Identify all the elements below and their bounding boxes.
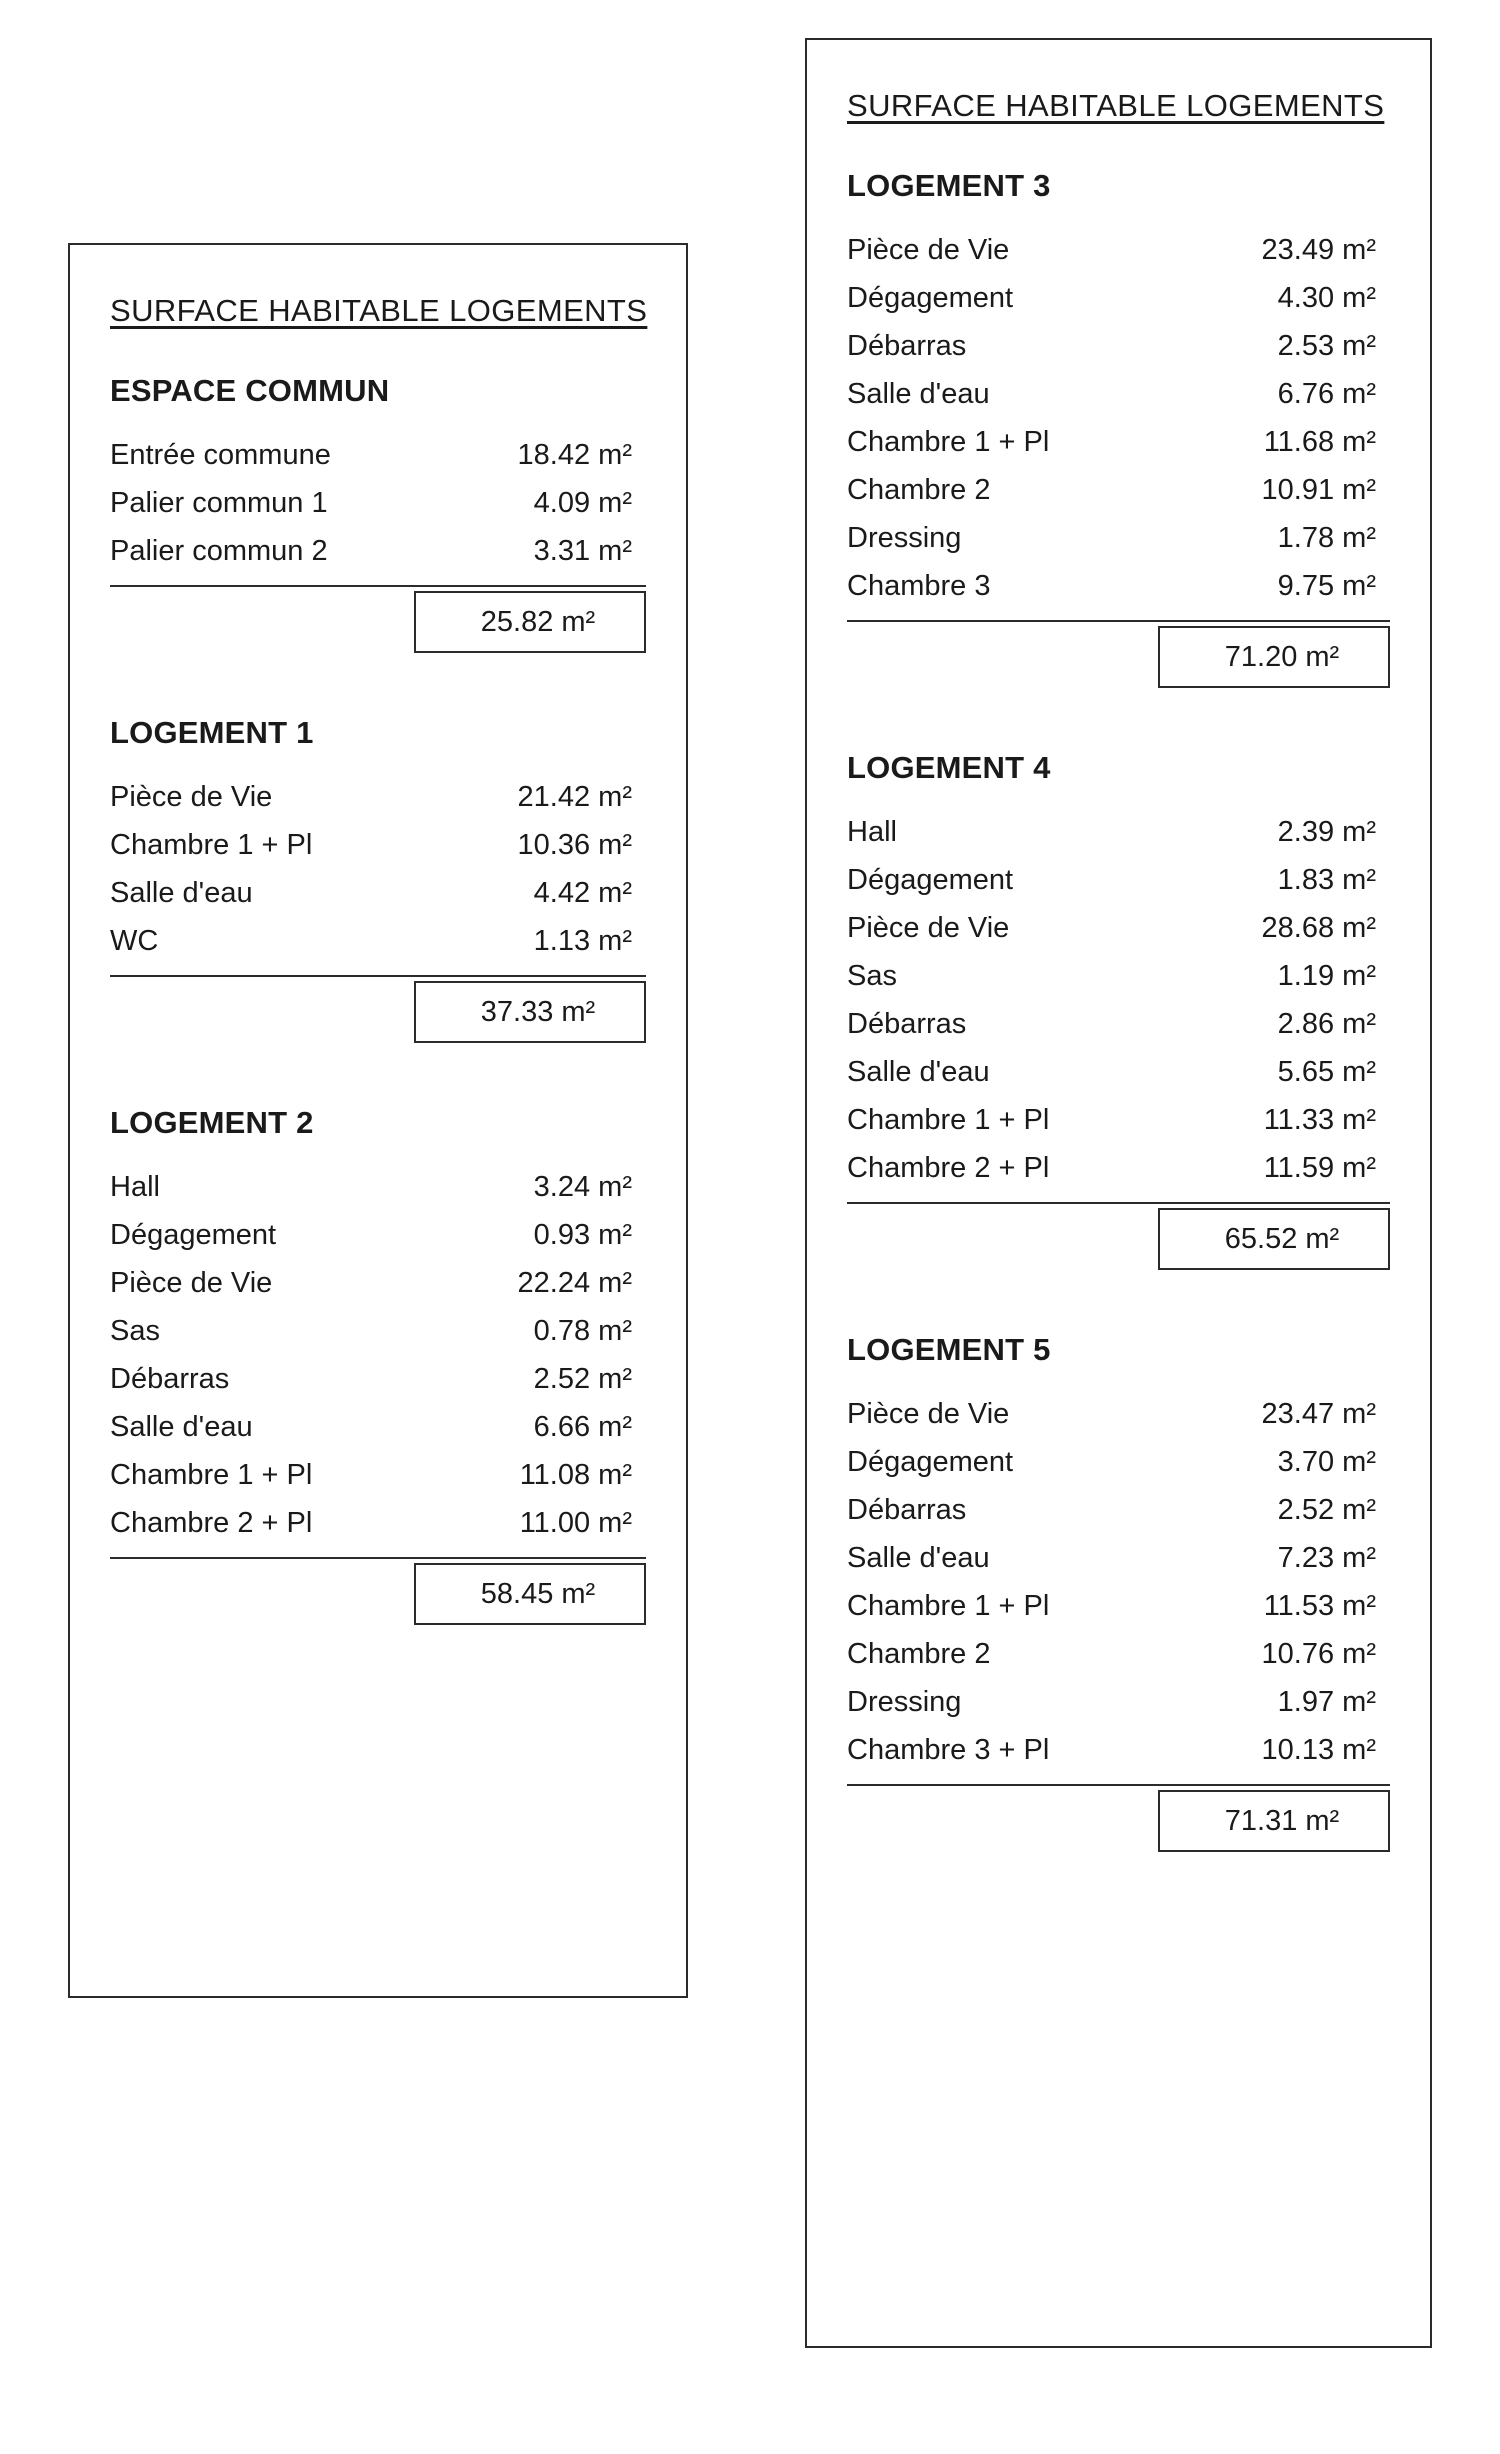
surface-rows <box>110 781 646 973</box>
room-area: 11.33 m² <box>1263 1104 1376 1136</box>
room-label: Pièce de Vie <box>847 912 1010 944</box>
room-label: Entrée commune <box>110 439 331 471</box>
table-row <box>847 1104 1390 1152</box>
section-logement-4 <box>847 750 1390 1270</box>
table-row <box>110 439 646 487</box>
table-row <box>847 378 1390 426</box>
table-row <box>847 1056 1390 1104</box>
section-total <box>110 585 646 653</box>
total-box <box>1158 1790 1390 1852</box>
room-label: Sas <box>847 960 897 992</box>
room-label: Chambre 1 + Pl <box>847 1590 1050 1622</box>
total-area: 58.45 m² <box>480 1577 596 1610</box>
section-total <box>847 1784 1390 1852</box>
room-area: 5.65 m² <box>1277 1056 1376 1088</box>
table-row <box>847 522 1390 570</box>
room-area: 7.23 m² <box>1277 1542 1376 1574</box>
section-logement-2 <box>110 1105 646 1625</box>
table-row <box>110 829 646 877</box>
room-label: Dégagement <box>847 282 1014 314</box>
room-area: 11.08 m² <box>519 1459 632 1491</box>
total-divider <box>847 1202 1390 1204</box>
section-heading: ESPACE COMMUN <box>110 373 390 408</box>
total-area: 25.82 m² <box>480 605 596 638</box>
section-heading: LOGEMENT 2 <box>110 1105 314 1140</box>
room-area: 23.47 m² <box>1261 1398 1376 1430</box>
table-row <box>847 864 1390 912</box>
surface-rows <box>847 234 1390 618</box>
room-area: 1.97 m² <box>1277 1686 1376 1718</box>
room-area: 2.52 m² <box>533 1363 632 1395</box>
room-label: Salle d'eau <box>847 1542 990 1574</box>
room-label: Palier commun 2 <box>110 535 328 567</box>
room-label: Chambre 2 + Pl <box>110 1507 313 1539</box>
room-area: 1.13 m² <box>533 925 632 957</box>
section-espace-commun <box>110 373 646 653</box>
room-label: Chambre 1 + Pl <box>847 426 1050 458</box>
room-label: Chambre 1 + Pl <box>110 829 313 861</box>
room-area: 3.70 m² <box>1277 1446 1376 1478</box>
section-total <box>847 1202 1390 1270</box>
room-area: 4.30 m² <box>1277 282 1376 314</box>
room-area: 3.24 m² <box>533 1171 632 1203</box>
section-logement-1 <box>110 715 646 1043</box>
room-label: Salle d'eau <box>847 1056 990 1088</box>
room-area: 23.49 m² <box>1261 234 1376 266</box>
total-box <box>1158 626 1390 688</box>
total-box <box>414 591 646 653</box>
table-row <box>847 1446 1390 1494</box>
room-area: 10.91 m² <box>1261 474 1376 506</box>
room-label: Dégagement <box>110 1219 277 1251</box>
table-row <box>847 570 1390 618</box>
table-row <box>847 1590 1390 1638</box>
room-label: Dressing <box>847 1686 962 1718</box>
total-box <box>1158 1208 1390 1270</box>
table-row <box>110 1267 646 1315</box>
section-heading: LOGEMENT 5 <box>847 1332 1051 1367</box>
room-area: 2.39 m² <box>1277 816 1376 848</box>
table-row <box>847 1494 1390 1542</box>
room-area: 4.09 m² <box>533 487 632 519</box>
room-label: Pièce de Vie <box>110 781 273 813</box>
room-label: Hall <box>110 1171 160 1203</box>
room-area: 4.42 m² <box>533 877 632 909</box>
room-area: 0.93 m² <box>533 1219 632 1251</box>
table-row <box>847 234 1390 282</box>
table-row <box>110 535 646 583</box>
section-heading: LOGEMENT 4 <box>847 750 1051 785</box>
table-row <box>847 1398 1390 1446</box>
table-row <box>847 282 1390 330</box>
total-area: 71.20 m² <box>1224 640 1340 673</box>
table-row <box>110 1171 646 1219</box>
room-label: Pièce de Vie <box>110 1267 273 1299</box>
room-label: Salle d'eau <box>110 877 253 909</box>
total-divider <box>110 585 646 587</box>
room-label: Chambre 2 + Pl <box>847 1152 1050 1184</box>
total-area: 65.52 m² <box>1224 1222 1340 1255</box>
room-area: 2.86 m² <box>1277 1008 1376 1040</box>
table-row <box>110 487 646 535</box>
table-row <box>847 330 1390 378</box>
room-area: 10.36 m² <box>517 829 632 861</box>
table-row <box>847 1638 1390 1686</box>
total-divider <box>847 1784 1390 1786</box>
room-label: Chambre 1 + Pl <box>110 1459 313 1491</box>
room-label: Sas <box>110 1315 160 1347</box>
room-label: Chambre 1 + Pl <box>847 1104 1050 1136</box>
room-area: 2.53 m² <box>1277 330 1376 362</box>
total-divider <box>847 620 1390 622</box>
total-area: 71.31 m² <box>1224 1804 1340 1837</box>
room-area: 2.52 m² <box>1277 1494 1376 1526</box>
surface-table-panel-left <box>68 243 688 1998</box>
room-label: Débarras <box>847 330 967 362</box>
total-area: 37.33 m² <box>480 995 596 1028</box>
table-row <box>110 925 646 973</box>
room-area: 1.78 m² <box>1277 522 1376 554</box>
room-label: Chambre 3 + Pl <box>847 1734 1050 1766</box>
room-area: 10.76 m² <box>1261 1638 1376 1670</box>
section-total <box>110 1557 646 1625</box>
table-row <box>110 877 646 925</box>
table-row <box>847 1734 1390 1782</box>
room-area: 6.66 m² <box>533 1411 632 1443</box>
table-row <box>847 1008 1390 1056</box>
room-label: Dégagement <box>847 1446 1014 1478</box>
room-label: Chambre 2 <box>847 1638 991 1670</box>
surface-table-panel-right <box>805 38 1432 2348</box>
room-area: 1.19 m² <box>1277 960 1376 992</box>
panel-title: SURFACE HABITABLE LOGEMENTS <box>110 293 648 328</box>
table-row <box>847 474 1390 522</box>
room-label: Hall <box>847 816 897 848</box>
table-row <box>847 816 1390 864</box>
room-area: 6.76 m² <box>1277 378 1376 410</box>
table-row <box>110 1363 646 1411</box>
table-row <box>847 960 1390 1008</box>
table-row <box>847 426 1390 474</box>
surface-rows <box>110 1171 646 1555</box>
table-row <box>847 912 1390 960</box>
table-row <box>847 1152 1390 1200</box>
total-divider <box>110 975 646 977</box>
section-heading: LOGEMENT 3 <box>847 168 1051 203</box>
room-label: Pièce de Vie <box>847 234 1010 266</box>
section-total <box>847 620 1390 688</box>
room-label: WC <box>110 925 159 957</box>
table-row <box>110 781 646 829</box>
room-label: Dégagement <box>847 864 1014 896</box>
room-area: 11.53 m² <box>1263 1590 1376 1622</box>
table-row <box>847 1686 1390 1734</box>
room-area: 22.24 m² <box>517 1267 632 1299</box>
table-row <box>110 1507 646 1555</box>
table-row <box>110 1219 646 1267</box>
room-area: 9.75 m² <box>1277 570 1376 602</box>
panel-title: SURFACE HABITABLE LOGEMENTS <box>847 88 1385 123</box>
surface-rows <box>847 1398 1390 1782</box>
section-heading: LOGEMENT 1 <box>110 715 314 750</box>
room-area: 11.00 m² <box>519 1507 632 1539</box>
total-divider <box>110 1557 646 1559</box>
room-area: 28.68 m² <box>1261 912 1376 944</box>
room-label: Salle d'eau <box>847 378 990 410</box>
room-area: 21.42 m² <box>517 781 632 813</box>
room-area: 11.68 m² <box>1263 426 1376 458</box>
total-box <box>414 1563 646 1625</box>
room-area: 3.31 m² <box>533 535 632 567</box>
room-label: Débarras <box>110 1363 230 1395</box>
room-area: 18.42 m² <box>517 439 632 471</box>
room-label: Palier commun 1 <box>110 487 328 519</box>
room-label: Débarras <box>847 1008 967 1040</box>
room-label: Salle d'eau <box>110 1411 253 1443</box>
total-box <box>414 981 646 1043</box>
section-logement-5 <box>847 1332 1390 1852</box>
surface-rows <box>847 816 1390 1200</box>
section-total <box>110 975 646 1043</box>
surface-rows <box>110 439 646 583</box>
table-row <box>110 1411 646 1459</box>
room-area: 11.59 m² <box>1263 1152 1376 1184</box>
room-label: Dressing <box>847 522 962 554</box>
room-area: 1.83 m² <box>1277 864 1376 896</box>
table-row <box>110 1459 646 1507</box>
table-row <box>847 1542 1390 1590</box>
section-logement-3 <box>847 168 1390 688</box>
room-label: Débarras <box>847 1494 967 1526</box>
room-area: 0.78 m² <box>533 1315 632 1347</box>
table-row <box>110 1315 646 1363</box>
room-area: 10.13 m² <box>1261 1734 1376 1766</box>
room-label: Chambre 3 <box>847 570 991 602</box>
room-label: Pièce de Vie <box>847 1398 1010 1430</box>
room-label: Chambre 2 <box>847 474 991 506</box>
